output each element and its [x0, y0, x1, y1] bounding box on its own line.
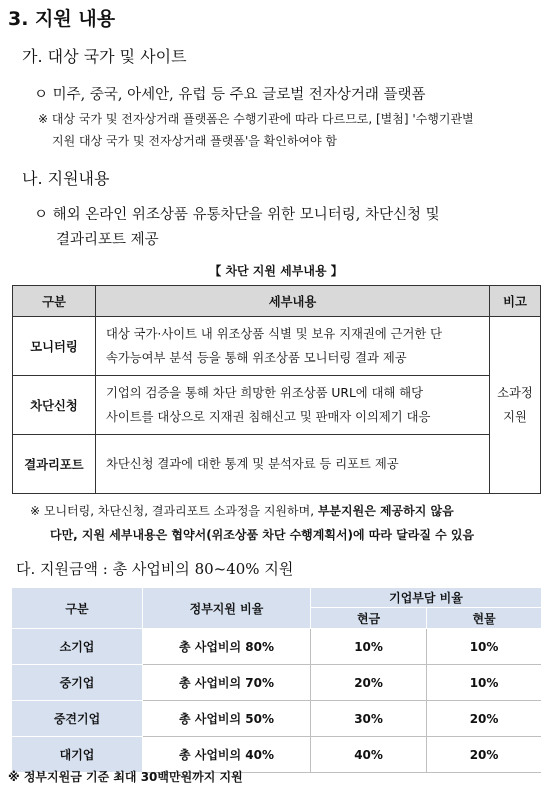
inkind-ratio-cell: 10% — [427, 629, 541, 665]
subsection-heading-ga: 가. 대상 국가 및 사이트 — [22, 47, 187, 66]
row-description — [96, 376, 490, 435]
funding-ratio-table — [12, 588, 541, 773]
note2-bold-text: 부분지원은 제공하지 않음 — [317, 504, 454, 518]
note2-normal-text: ※ 모니터링, 차단신청, 결과리포트 소과정을 지원하며, — [30, 504, 318, 518]
column-header: 정부지원 비율 — [143, 588, 311, 629]
gov-ratio-cell: 총 사업비의 40% — [143, 737, 311, 773]
description-line: 사이트를 대상으로 지재권 침해신고 및 판매자 이의제기 대응 — [106, 410, 431, 424]
ga-bullet: ㅇ 미주, 중국, 아세안, 유럽 등 주요 글로벌 전자상거래 플랫폼 — [34, 87, 426, 103]
row-label: 결과리포트 — [13, 435, 96, 494]
column-header: 세부내용 — [96, 286, 490, 317]
section-title: 3. 지원 내용 — [8, 8, 116, 30]
gov-ratio-cell: 총 사업비의 70% — [143, 665, 311, 701]
row-label: 모니터링 — [13, 317, 96, 376]
footer-note: ※ 정부지원금 기준 최대 30백만원까지 지원 — [8, 770, 243, 784]
table-row — [12, 629, 541, 665]
column-header: 구분 — [13, 286, 96, 317]
support-details-table — [12, 285, 541, 494]
cash-ratio-cell: 20% — [311, 665, 427, 701]
table-header-row — [13, 286, 541, 317]
note2-line1 — [30, 502, 454, 519]
inkind-ratio-cell: 20% — [427, 737, 541, 773]
table-row — [13, 376, 541, 435]
description-line: 속가능여부 분석 등을 통해 위조상품 모니터링 결과 제공 — [106, 351, 407, 365]
column-header: 구분 — [12, 588, 143, 629]
row-label: 차단신청 — [13, 376, 96, 435]
note2-line2: 다만, 지원 세부내용은 협약서(위조상품 차단 수행계획서)에 따라 달라질 수 있음 — [50, 528, 475, 542]
cash-ratio-cell: 30% — [311, 701, 427, 737]
ga-note-line2: 지원 대상 국가 및 전자상거래 플랫폼'을 확인하여야 함 — [52, 134, 338, 148]
inkind-ratio-cell: 10% — [427, 665, 541, 701]
table-row — [13, 435, 541, 494]
ga-note-line1: ※ 대상 국가 및 전자상거래 플랫폼은 수행기관에 따라 다르므로, [별첨] '수행기관별 — [38, 112, 474, 126]
description-line: 기업의 검증을 통해 차단 희망한 위조상품 URL에 대해 해당 — [106, 386, 424, 400]
table-row — [12, 701, 541, 737]
gov-ratio-cell: 총 사업비의 80% — [143, 629, 311, 665]
row-description — [96, 435, 490, 494]
row-label: 중견기업 — [12, 701, 143, 737]
na-bullet-line2: 결과리포트 제공 — [56, 232, 159, 248]
row-label: 중기업 — [12, 665, 143, 701]
table-row — [12, 665, 541, 701]
table-row — [13, 317, 541, 376]
na-bullet-line1: ㅇ 해외 온라인 위조상품 유통차단을 위한 모니터링, 차단신청 및 — [34, 207, 440, 223]
description-line: 대상 국가·사이트 내 위조상품 식별 및 보유 지재권에 근거한 단 — [106, 327, 443, 341]
subsection-heading-na: 나. 지원내용 — [22, 169, 110, 188]
gov-ratio-cell: 총 사업비의 50% — [143, 701, 311, 737]
column-header: 비고 — [490, 286, 541, 317]
subsection-heading-da: 다. 지원금액 : 총 사업비의 80~40% 지원 — [16, 560, 294, 578]
row-label: 소기업 — [12, 629, 143, 665]
table1-caption: 【 차단 지원 세부내용 】 — [209, 264, 343, 278]
cash-ratio-cell: 40% — [311, 737, 427, 773]
cash-ratio-cell: 10% — [311, 629, 427, 665]
column-header: 기업부담 비율 — [311, 588, 542, 608]
table-header-row — [12, 588, 541, 608]
remark-cell — [490, 317, 541, 494]
column-header: 현금 — [311, 608, 427, 629]
column-header: 현물 — [427, 608, 541, 629]
description-line: 차단신청 결과에 대한 통계 및 분석자료 등 리포트 제공 — [106, 457, 399, 471]
row-label: 대기업 — [12, 737, 143, 773]
remark-line: 지원 — [503, 410, 527, 424]
row-description — [96, 317, 490, 376]
inkind-ratio-cell: 20% — [427, 701, 541, 737]
remark-line: 소과정 — [497, 386, 533, 400]
